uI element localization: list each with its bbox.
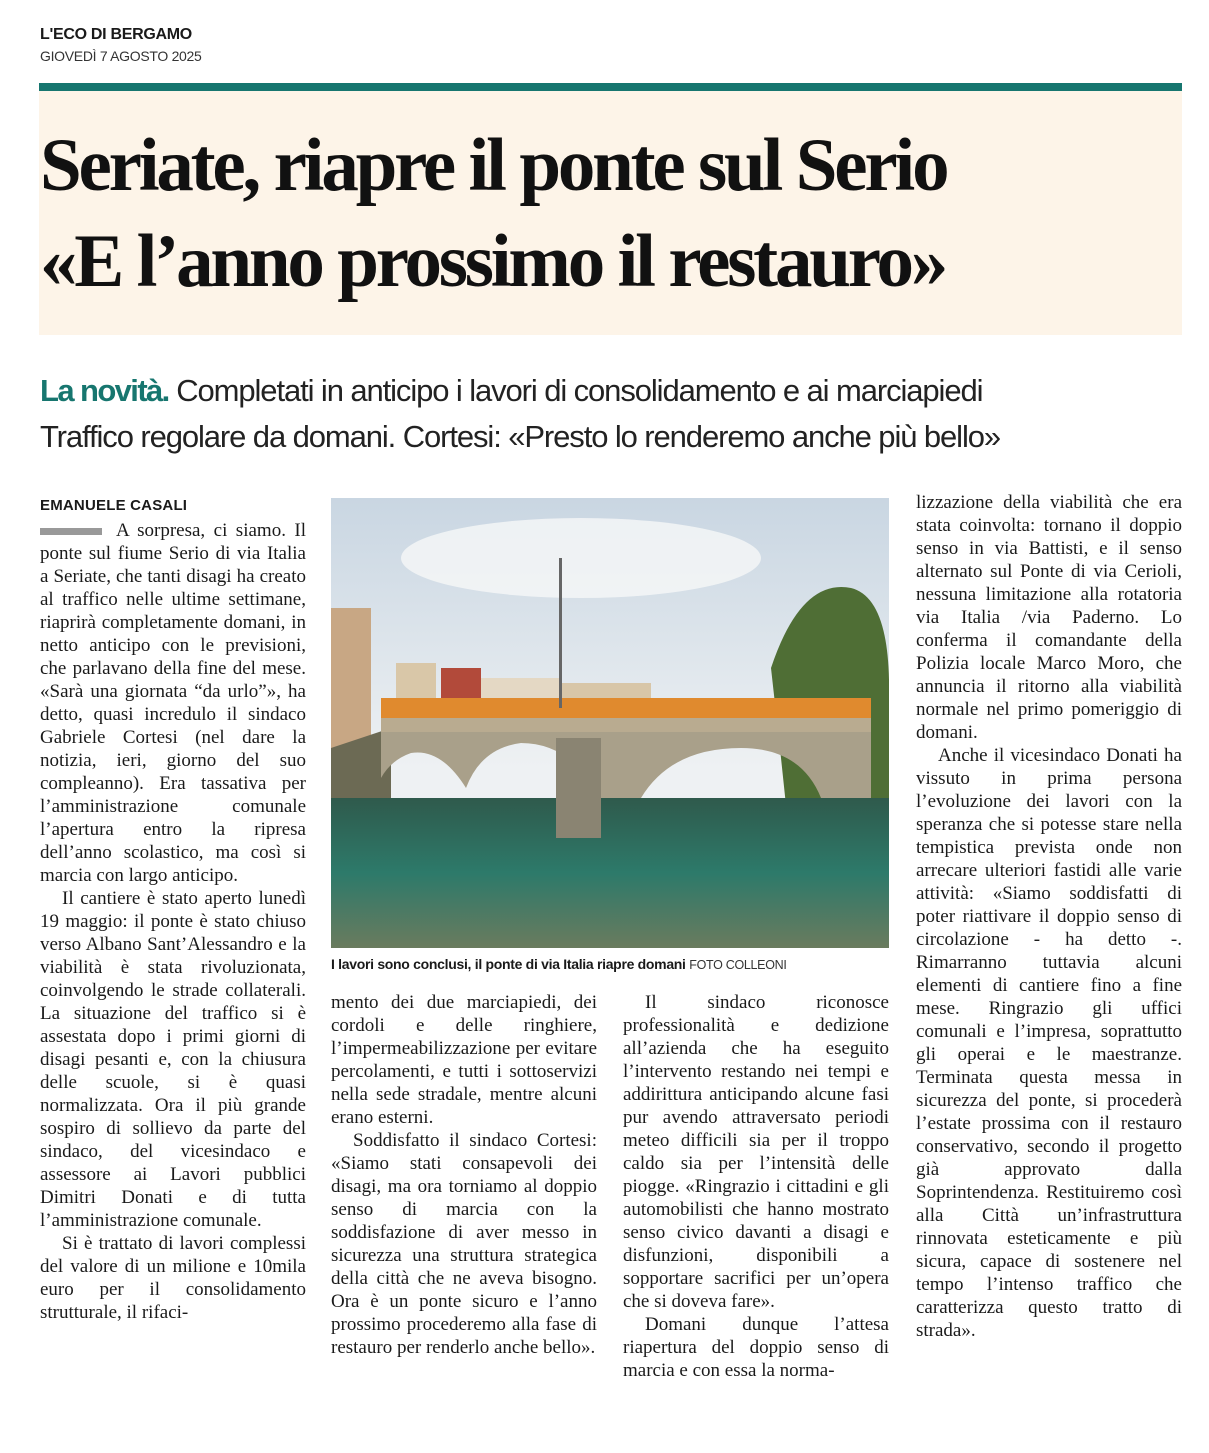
paragraph: Il cantiere è stato aperto lunedì 19 maggio: il ponte è stato chiuso verso Albano Sant’Alessandro e la viabilità è stata rivoluzionata, coinvolgendo le strade collaterali. La situazione del traffico si è assestata dopo i primi giorni di disagi pesanti e, con la chiusura delle scuole, si è quasi normalizzata. Ora il più grande sospiro di sollievo da parte del sindaco, del vicesindaco e assessore ai Lavori pubblici Dimitri Donati e di tutta l’amministrazione comunale.: [40, 888, 306, 1231]
byline: EMANUELE CASALI: [40, 497, 188, 514]
photo-credit: FOTO COLLEONI: [689, 958, 787, 972]
bridge-photo: [331, 498, 889, 948]
article-column-2: [331, 991, 597, 1359]
headline: [40, 118, 1190, 310]
subheading-line-2: Traffico regolare da domani. Cortesi: «Presto lo renderemo anche più bello»: [40, 419, 1001, 454]
subheading: [40, 368, 1190, 460]
article-column-1: [40, 494, 306, 1324]
paragraph: Il sindaco riconosce professionalità e dedizione all’azienda che ha eseguito l’intervento restando nei tempi e addirittura anticipando alcune fasi pur avendo attraversato periodi meteo difficili sia per il troppo caldo sia per l’intensità delle piogge. «Ringrazio i cittadini e gli automobilisti che hanno mostrato senso civico davanti a disagi e disfunzioni, disponibili a sopportare sacrifici per un’opera che si doveva fare».: [623, 992, 889, 1312]
paragraph: [40, 519, 306, 887]
publication-name: L'ECO DI BERGAMO: [40, 26, 192, 43]
paragraph: lizzazione della viabilità che era stata coinvolta: tornano il doppio senso in via Battisti, e il senso alternato sul Ponte di via Cerioli, nessuna limitazione alla rotatoria via Italia /via Paderno. Lo conferma il comandante della Polizia locale Marco Moro, che annuncia il ritorno alla viabilità normale nel primo pomeriggio di domani.: [916, 492, 1182, 743]
headline-line-2: «E l’anno prossimo il restauro»: [40, 220, 946, 303]
article-column-3: [623, 991, 889, 1382]
article-column-4: [916, 491, 1182, 1342]
accent-bar: [39, 83, 1182, 91]
paragraph: Soddisfatto il sindaco Cortesi: «Siamo stati consapevoli dei disagi, ma ora torniamo al doppio senso di marcia con la soddisfazione di aver messo in sicurezza una struttura strategica della città che ne aveva bisogno. Ora è un ponte sicuro e l’anno prossimo procederemo alla fase di restauro per renderlo anche bello».: [331, 1130, 597, 1358]
paragraph: mento dei due marciapiedi, dei cordoli e delle ringhiere, l’impermeabilizzazione per evitare percolamenti, e tutti i sottoservizi nella sede stradale, mentre alcuni erano esterni.: [331, 992, 597, 1128]
paragraph: Domani dunque l’attesa riapertura del doppio senso di marcia e con essa la norma-: [623, 1314, 889, 1381]
lead-dash: [40, 528, 102, 535]
subheading-kicker: La novità.: [40, 373, 169, 408]
photo-caption: [331, 956, 891, 972]
masthead: [40, 26, 202, 64]
bridge-photo-image: [331, 498, 889, 948]
publication-date: GIOVEDÌ 7 AGOSTO 2025: [40, 48, 202, 64]
paragraph: Anche il vicesindaco Donati ha vissuto in prima persona l’evoluzione dei lavori con la speranza che si potesse stare nella tempistica prevista onde non arrecare ulteriori fastidi alle varie attività: «Siamo soddisfatti di poter riattivare il doppio senso di circolazione - ha detto -. Rimarranno tuttavia alcuni elementi di cantiere fino a fine mese. Ringrazio gli uffici comunali e l’impresa, soprattutto gli operai e le maestranze. Terminata questa messa in sicurezza del ponte, si procederà l’estate prossima con il restauro conservativo, secondo il progetto già approvato dalla Soprintendenza. Restituiremo così alla Città un’infrastruttura rinnovata esteticamente e più sicura, capace di sostenere nel tempo l’intenso traffico che caratterizza questo tratto di strada».: [916, 745, 1182, 1341]
subheading-line-1: Completati in anticipo i lavori di consolidamento e ai marciapiedi: [176, 373, 983, 408]
paragraph: Si è trattato di lavori complessi del valore di un milione e 10mila euro per il consolidamento strutturale, il rifaci-: [40, 1233, 306, 1323]
headline-line-1: Seriate, riapre il ponte sul Serio: [40, 124, 947, 207]
paragraph-text: A sorpresa, ci siamo. Il ponte sul fiume Serio di via Italia a Seriate, che tanti disagi ha creato al traffico nelle ultime settimane, riaprirà completamente domani, in netto anticipo con le previsioni, che parlavano della fine del mese. «Sarà una giornata “da urlo”», ha detto, quasi incredulo il sindaco Gabriele Cortesi (nel dare la notizia, ieri, giorno del suo compleanno). Era tassativa per l’amministrazione comunale l’apertura entro la ripresa dell’anno scolastico, ma così si marcia con largo anticipo.: [40, 520, 306, 886]
caption-text: I lavori sono conclusi, il ponte di via Italia riapre domani: [331, 956, 686, 972]
